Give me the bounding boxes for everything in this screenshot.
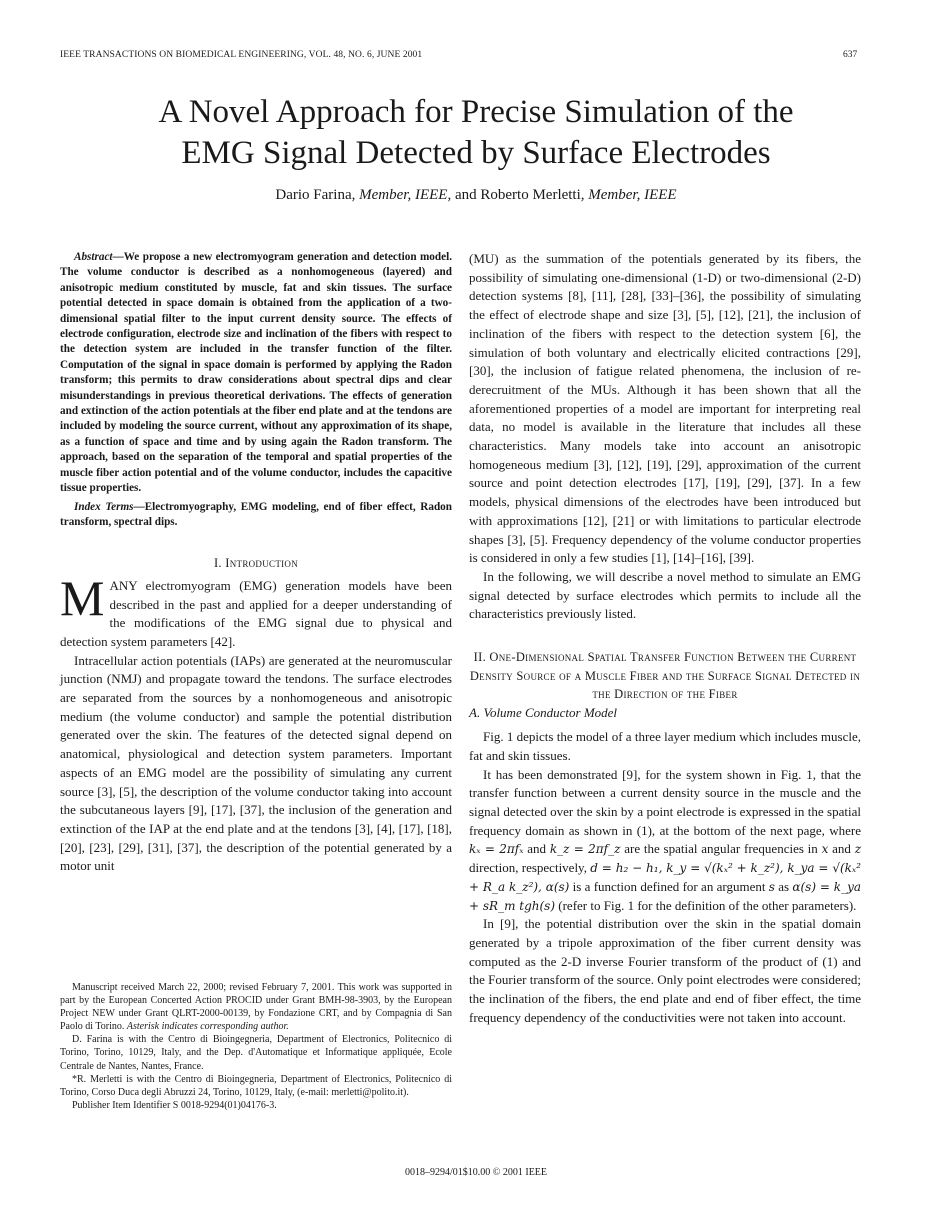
- s2p2-text-a: It has been demonstrated [9], for the system shown in Fig. 1, that the transfer function between a current density source in the muscle and the signal detected over the skin by a point electrode is expressed in the spatial frequency domain as shown in (1), at the bottom of the next page, where: [469, 766, 861, 838]
- abstract-text: —We propose a new electromyogram generation and detection model. The volume conductor is described as a nonhomogeneous (layered) and anisotropic medium constituted by muscle, fat and skin tissues. The surface potential detected in space domain is obtained from the application of a two-dimensional spatial filter to the input current density source. The effects of electrode configuration, electrode size and inclination of the fibers with respect to the detection system are included in the transfer function of the filter. Computation of the signal in space domain is performed by applying the Radon transform; this permits to draw considerations about spectral dips and clear misunderstandings in previous theoretical derivations. The effects of generation and extinction of the action potentials at the fiber end plate and at the tendons are included by modeling the source current, without any approximation of its shape, as a function of space and time and by using again the Radon transform. The approach, based on the separation of the temporal and spatial properties of the muscle fiber action potential and of the volume conductor, includes the capacitive tissue properties.: [60, 251, 452, 495]
- footnote-merletti: *R. Merletti is with the Centro di Bioingegneria, Department of Electronics, Politecnico di Torino, Corso Duca degli Abruzzi 24, Torino, 10129, Italy, (e-mail: merletti@polito.it).: [60, 1073, 452, 1098]
- author-1: Dario Farina: [275, 187, 352, 203]
- section-2-paragraph-2: [469, 766, 861, 916]
- title-line-1: A Novel Approach for Precise Simulation of the: [158, 94, 794, 130]
- s2p2-text-f: (refer to Fig. 1 for the definition of the other parameters).: [555, 897, 857, 913]
- subsection-title: A. Volume Conductor Model: [469, 704, 618, 720]
- intro-paragraph-2: Intracellular action potentials (IAPs) are generated at the neuromuscular junction (NMJ) and propagate toward the tendons. The surface electrodes are separated from the sources by a nonhomogeneous and anisotropic medium (the volume conductor) and sample the potential distribution generated over the skin. The features of the detected signal depend on anatomical, physiological and detection system parameters. Important aspects of an EMG model are the possibility of simulating any current source [3], [5], the description of the volume conductor taking into account the subcutaneous layers [9], [17], [37], the inclusion of the generation and extinction of the IAP at the end plate and at the tendons [3], [4], [17], [18], [20], [23], [29], [31], [37], the description of the potential generated by a motor unit: [60, 652, 452, 874]
- author-2-role: , Member, IEEE: [580, 187, 677, 203]
- s2p2-and-2: and: [828, 841, 855, 857]
- drop-cap: M: [60, 569, 105, 626]
- abstract: [60, 250, 452, 497]
- s2p2-text-d: is a function defined for an argument: [569, 878, 769, 894]
- footnote-manuscript-text: Manuscript received March 22, 2000; revised February 7, 2001. This work was supported in part by the European Concerted Action PROCID under Grant BMH-98-3903, by the European Project NEW under Grant QLRT-2000-00139, by Fondazione CRT, and by Compagnia di San Paolo di Torino.: [60, 982, 452, 1033]
- intro-p1-text: ANY electromyogram (EMG) generation models have been described in the past and applied for a deeper understanding of the modifications of the EMG signal due to physical and detection system parameters [42].: [60, 577, 452, 649]
- footnote-asterisk-note: Asterisk indicates corresponding author.: [126, 1021, 289, 1033]
- s2p2-text-c: direction, respectively,: [469, 860, 591, 876]
- index-terms-lead: Index Terms: [74, 500, 134, 513]
- copyright-line: 0018–9294/01$10.00 © 2001 IEEE: [404, 1167, 548, 1178]
- s2p2-text-e: as: [774, 878, 793, 894]
- footnote-block: [60, 981, 452, 1112]
- author-line: [0, 187, 952, 204]
- index-terms: [60, 500, 452, 531]
- footnote-publisher-id: Publisher Item Identifier S 0018-9294(01)04176-3.: [72, 1099, 277, 1111]
- footnote-farina: D. Farina is with the Centro di Bioingegneria, Department of Electronics, Politecnico di Torino, Torino, 10129, Italy, and the Dep. d'Automatique et Informatique appliquée, Ecole Centrale de Nantes, Nantes, France.: [60, 1034, 452, 1072]
- running-header: IEEE TRANSACTIONS ON BIOMEDICAL ENGINEERING, VOL. 48, NO. 6, JUNE 2001: [60, 50, 423, 60]
- author-2: Roberto Merletti: [480, 187, 581, 203]
- section-2-paragraph-1: Fig. 1 depicts the model of a three layer medium which includes muscle, fat and skin tissues.: [469, 729, 861, 763]
- author-and: and: [451, 187, 481, 203]
- paper-title: [0, 92, 952, 174]
- math-kx: kₓ = 2πfₓ: [469, 842, 524, 857]
- section-2-title: II. One-Dimensional Spatial Transfer Function Between the Current Density Source of a Muscle Fiber and the Surface Signal Detected in the Direction of the Fiber: [469, 650, 861, 702]
- math-s: s: [768, 879, 775, 894]
- math-alpha: α(s) = k_ya + sR_m tgh(s): [469, 879, 862, 913]
- intro-paragraph-2-continued: (MU) as the summation of the potentials generated by its fibers, the possibility of simulating one-dimensional (1-D) or two-dimensional (2-D) detection systems [8], [11], [28], [33]–[36], the possibility of simulating the effect of electrode shape and size [3], [5], [12], [21], the inclusion of inclination of the fibers with respect to the detection system [6], the simulation of both voluntary and electrically elicited contractions [29], [30], the inclusion of fatigue related phenomena, the inclusion of re-derecruitment of the MUs. Although it has been shown that all the aforementioned properties of a model are important for interpreting real data, no model is available in the literature that includes all these characteristics. Many models take into account an anisotropic homogeneous medium [3], [12], [19], [29], approximation of the current source and point detection electrodes [17], [19], [29], [37]. In a few models, physical dimensions of the electrodes have been introduced but with approximations [12], [21] or with limitations to particular electrode shapes [3], [5]. Frequency dependency of the volume conductor properties is considered in only a few studies [1], [14]–[16], [39].: [469, 251, 861, 566]
- index-terms-text: —Electromyography, EMG modeling, end of fiber effect, Radon transform, spectral dips.: [60, 500, 452, 528]
- s2p2-and-1: and: [523, 841, 550, 857]
- page-number: 637: [843, 50, 858, 60]
- math-z: z: [854, 842, 862, 857]
- title-line-2: EMG Signal Detected by Surface Electrodes: [181, 135, 771, 171]
- math-x: x: [821, 842, 829, 857]
- s2p2-text-b: are the spatial angular frequencies in: [620, 841, 822, 857]
- author-1-role: , Member, IEEE,: [351, 187, 452, 203]
- abstract-lead: Abstract: [74, 251, 113, 263]
- intro-paragraph-3: In the following, we will describe a novel method to simulate an EMG signal detected by surface electrodes which permits to include all the characteristics previously listed.: [469, 568, 861, 622]
- right-column: [469, 250, 861, 1028]
- section-2-paragraph-3: In [9], the potential distribution over the skin in the spatial domain generated by a tripole approximation of the fiber current density was computed as the 2-D inverse Fourier transform of the product of (1) and the Fourier transform of the source. Only point electrodes were considered; the inclination of the fibers, the end plate and end of fiber effect, the time frequency dependency of the conductivities were not taken into account.: [469, 916, 861, 1025]
- section-1-title: I. Introduction: [213, 556, 299, 571]
- intro-paragraph-1: [60, 569, 452, 652]
- math-kz: k_z = 2πf_z: [549, 842, 621, 857]
- left-column: [60, 250, 452, 876]
- math-d-ky-kya: d = h₂ − h₁, k_y = √(kₓ² + k_z²), k_ya = √(kₓ² + R_a k_z²), α(s): [469, 861, 861, 894]
- footnote-manuscript: [60, 981, 452, 1033]
